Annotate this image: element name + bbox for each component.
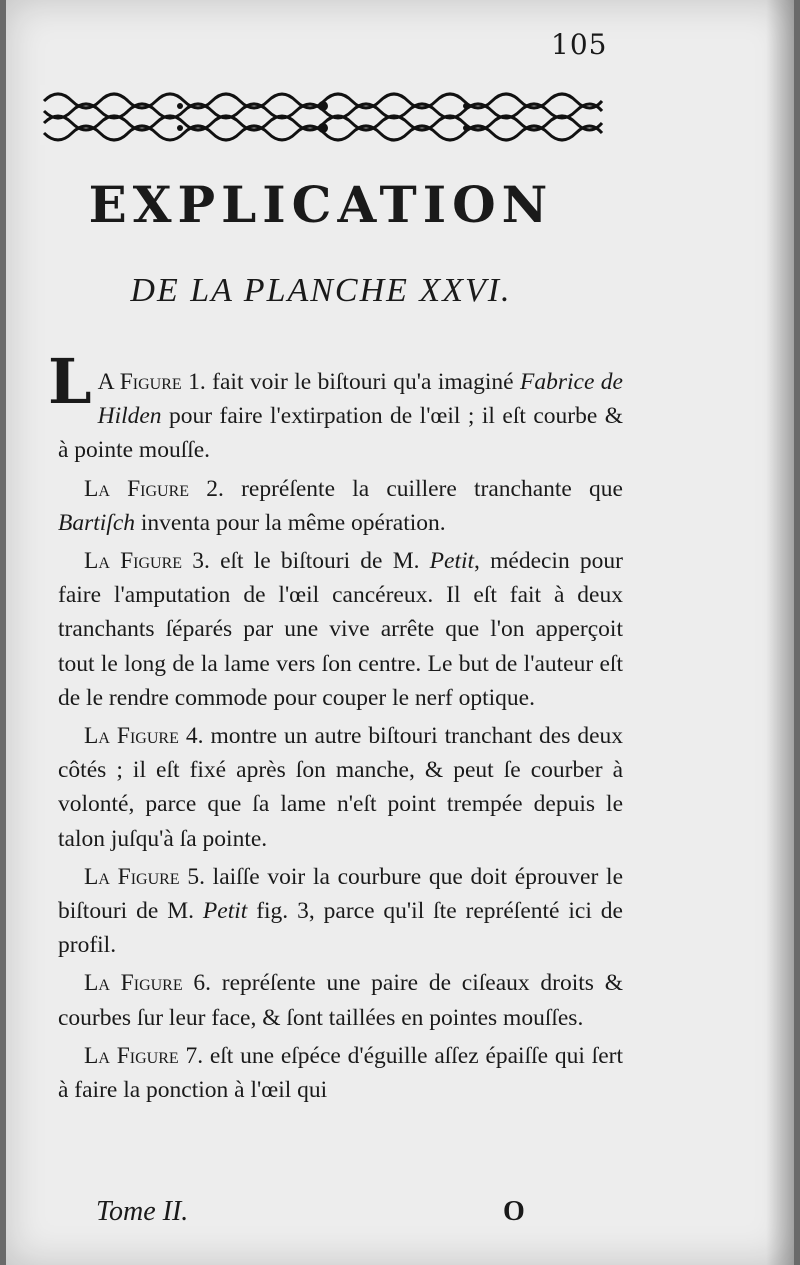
paragraph-text: 7. eſt une eſpéce d'éguille aſſez épaiſſe qui ſert à faire la ponction à l'œil qui — [58, 1042, 623, 1104]
paragraph-text-rest: pour faire l'extirpation de l'œil ; il eſt courbe & à pointe mouſſe. — [58, 403, 623, 464]
paragraph-text: 6. repréſente une paire de ciſeaux droits & courbes ſur leur face, & ſont taillées en pointes mouſſes. — [58, 970, 623, 1031]
paragraph-text-rest: , médecin pour faire l'amputation de l'œil cancéreux. Il eſt fait à deux tranchants ſéparés par une vive arrête que l'on apperçoit tout le long de la lame vers ſon centre. Le but de l'auteur eſt de le rendre commode pour couper le nerf optique. — [58, 548, 623, 711]
paragraph-text-rest: fig. 3, parce qu'il ſte repréſenté ici de profil. — [58, 898, 623, 959]
paragraph-figure-5 — [58, 860, 623, 963]
paragraph-text: 2. repréſente la cuillere tranchante que — [189, 475, 623, 502]
paragraph-text: 1. fait voir le biſtouri qu'a imaginé — [181, 369, 520, 395]
paragraph-text-rest: inventa pour la même opération. — [135, 509, 446, 536]
volume-label: Tome II. — [96, 1196, 189, 1227]
paragraph-figure-6 — [58, 966, 623, 1034]
figure-label: La Figure — [84, 548, 183, 575]
paragraph-italic: Fabrice de Hilden — [97, 369, 623, 430]
paragraph-text: 3. eſt le biſtouri de M. — [182, 548, 430, 575]
figure-label: La Figure — [84, 970, 183, 997]
paragraph-text: 4. montre un autre biſtouri tranchant des deux côtés ; il eſt fixé après ſon manche, & peut ſe courber à volonté, parce que ſa lame n'eſt point trempée depuis le talon juſqu'à ſa pointe. — [58, 723, 623, 852]
paragraph-figure-3 — [58, 544, 623, 715]
book-page — [6, 0, 794, 1265]
page-title: EXPLICATION — [88, 175, 554, 234]
paragraph-italic: Bartiſch — [58, 509, 136, 536]
paragraph-figure-7 — [58, 1039, 623, 1107]
page-number: 105 — [551, 28, 608, 61]
figure-label: La Figure — [84, 1042, 179, 1069]
signature-mark: O — [503, 1196, 525, 1227]
ornamental-border — [40, 85, 606, 145]
drop-cap: L — [48, 345, 92, 418]
figure-label: A Figure — [97, 369, 182, 395]
paragraph-text: 5. laiſſe voir la courbure que doit éprouver le biſtouri de M. — [58, 863, 623, 925]
figure-label: La Figure — [84, 863, 180, 890]
figure-label: La Figure — [84, 723, 179, 750]
paragraph-italic: Petit — [202, 898, 248, 925]
figure-label: La Figure — [84, 475, 190, 502]
paragraph-figure-1 — [48, 345, 623, 468]
body-text — [48, 345, 623, 1111]
paragraph-italic: Petit — [429, 548, 475, 575]
page-subtitle: DE LA PLANCHE XXVI. — [130, 272, 512, 309]
paragraph-figure-4 — [58, 719, 623, 856]
paragraph-figure-2 — [58, 472, 623, 540]
